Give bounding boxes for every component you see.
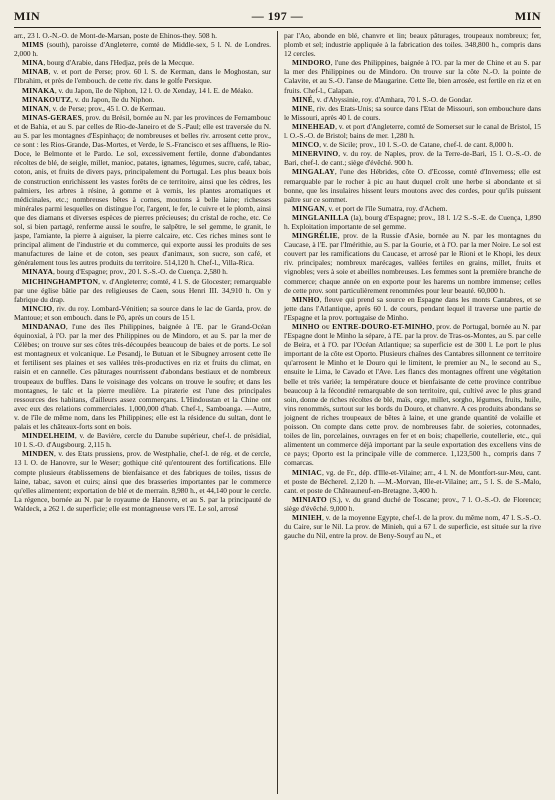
entry-headword: MINAB [22, 67, 49, 77]
entry-headword: MICHINGHAMPTON [22, 276, 99, 286]
entry-headword: MINGALAY [292, 167, 335, 177]
entry-headword: MINÉ [292, 94, 313, 104]
header-right-guideword: MIN [514, 8, 541, 23]
entry-headword: MINA [22, 58, 44, 68]
entry-text: , prov. du Brésil, bornée au N. par les provinces de Fernambouc et de Bahia, et au S. par celles de Rio-de-Janeiro et de S.-Paul; elle est traversée du N. au S. par les montagnes d'Espinhaço; de nombreuses et belles riv. arrosent cette prov., ce sont : les Rios-Grande, Das-Mortes, et Verde, le S.-Francisco et ses affluens, le Rio-Doce, le Belmonte et le Pardo. Le sol, excessivement fertile, donne d'abondantes récoltes de blé, de seigle, millet, manioc, patates, ignames, légumes, sucre, café, tabac, coton, anis, et fruits de divers pays, principalement du Portugal. Les plus beaux bois de construction enrichissent les vastes forêts de ce territoire, ainsi que les cèdres, les palmiers, les arbres à résine, à gomme et à vernis, les plantes aromatiques et médicinales, etc.; nombreuses bêtes à cornes, moutons à belle laine; richesses minérales parmi lesquelles on distingue l'or, l'argent, le fer, le cuivre et le plomb, ainsi que des diamans et diverses espèces de pierres précieuses; du cristal de roche, etc. Ce sol, si bien partagé, renferme aussi le soufre, le salpêtre, le sel gemme, le granit, le jaspe, l'amiante, la pierre à aiguiser, la pierre calcaire, etc. Ces riches mines sont le principal aliment de l'industrie et du commerce, qui exporte aussi les produits de ses manufactures de laine et de coton, ses peaux d'animaux, son sucre, son café, et généralement tous les autres produits du territoire. 514,120 h. Chef-l., Villa-Rica. [14, 112, 271, 268]
dictionary-entry [14, 113, 271, 268]
entry-text: , v. du Japon, île du Niphon. [71, 94, 155, 104]
dictionary-entry [14, 322, 271, 431]
entry-text: , v. d'Angleterre; comté, 4 l. S. de Glocester; remarquable par une église bâtie par des religieuses de Caen, sous Henri III. 34,910 h. On y fabrique du drap. [14, 276, 271, 304]
dictionary-entry [284, 322, 541, 468]
entry-headword: MINHO ou ENTRE-DOURO-ET-MINHO [292, 322, 433, 331]
header-left-guideword: MIN [14, 8, 41, 23]
entry-headword: MINAYA [22, 267, 54, 277]
entry-text: , bourg d'Arabie, dans l'Hedjaz, près de la Mecque. [43, 58, 195, 68]
entry-text: , v. de Bavière, cercle du Danube supérieur, chef-l. de présidial, 10 l. S.-O. d'Augsbourg. 2,115 h. [14, 431, 271, 450]
dictionary-entry [284, 213, 541, 231]
entry-headword: MINDANAO [22, 322, 66, 331]
entry-headword: MINIAC [292, 467, 322, 477]
entry-text: , riv. du roy. Lombard-Vénitien; sa source dans le lac de Garda, prov. de Mantoue; et son embouch. dans le Pô, après un cours de 15 l. [14, 303, 271, 322]
entry-headword: MINE [292, 103, 313, 113]
entry-headword: MINERVINO [292, 149, 339, 159]
entry-text: (S.), v. du grand duché de Toscane; prov., 7 l. O.-S.-O. de Florence; siège d'évêché. 9,000 h. [284, 494, 541, 513]
entry-text: , l'une des Philippines, baignée à l'O. par la mer de Chine et au S. par la mer des Philippines ou de Mindoro. On trouve sur la côte N.-O. la pointe de Calavite, et au S.-O. l'anse de Maugarine. Cette île, bien arrosée, est fertile en riz et en fruits. Chef-l., Calapan. [284, 58, 541, 95]
entry-headword: MINDORO [292, 58, 331, 68]
entry-text: par l'Ao, abonde en blé, chanvre et lin; beaux pâturages, troupeaux nombreux; fer, plomb et sel; industrie appliquée à la fabrication des toiles. 348,800 h., compris dans 12 cercles. [284, 31, 541, 59]
entry-text: , prov. de la Russie d'Asie, bornée au N. par les montagnes du Caucase, à l'E. par l'Imérithie, au S. par la Gourie, et à l'O. par la mer Noire. Le sol est couvert par les ramifications du Caucase, et arrosé par le Rioni et le Khopi, les deux riv. principales; nombreux marécages, vallées fertiles en grains, millet, fruits et vignobles; vers à soie et abeilles nombreuses. Les femmes sont la première branche de commerce; chaque année on en exporte pour les harems un nombre immense; celles de cette prov. sont particulièrement renommées pour leur beauté. 60,000 h. [284, 231, 541, 295]
dictionary-entry [284, 204, 541, 213]
entry-headword: MINGLANILLA [292, 212, 349, 222]
entry-text: , v. et port de l'île Sumatra, roy. d'Achem. [324, 203, 448, 213]
entry-headword: MINDELHEIM [22, 431, 75, 441]
dictionary-entry [14, 304, 271, 322]
dictionary-entry [284, 513, 541, 540]
dictionary-entry [284, 167, 541, 203]
entry-text: , v. du Japon, île de Niphon, 12 l. O. de Xenday, 14 l. E. de Méako. [54, 85, 253, 95]
dictionary-entry [284, 122, 541, 140]
entry-text: , l'une des Hébrides, côte O. d'Ecosse, comté d'Inverness; elle est remarquable par le rocher à pic au haut duquel croît une herbe si abondante et si bonne, que les insulaires hissent leurs moutons avec des cordes, pour qu'ils puissent paître sur ce sommet. [284, 167, 541, 204]
entry-headword: MIMS [22, 40, 44, 50]
entry-headword: MINGAN [292, 203, 325, 213]
entry-headword: MINIATO [292, 494, 327, 504]
dictionary-entry [284, 149, 541, 167]
entry-text: (la), bourg d'Espagne; prov., 18 l. 1/2 S.-S.-E. de Cuença, 1,890 h. Exploitation importante de sel gemme. [284, 212, 541, 231]
entry-headword: MINIEH [292, 512, 322, 522]
entry-headword: MINCIO [22, 303, 53, 313]
entry-text: , v. de Perse; prov., 45 l. O. de Kermau. [48, 103, 166, 113]
entry-text: , riv. des Etats-Unis; sa source dans l'Etat de Missouri, son embouchure dans le Missouri, après 40 l. de cours. [284, 103, 541, 122]
entry-text: , bourg d'Espagne; prov., 20 l. S.-S.-O. de Cuença. 2,580 h. [53, 267, 228, 277]
entry-text: arr., 23 l. O.-N.-O. de Mont-de-Marsan, poste de Ehinos-they. 508 h. [14, 31, 217, 40]
page-number: — 197 — [251, 8, 304, 23]
entry-headword: MINHO [292, 294, 320, 304]
left-column [14, 31, 277, 794]
dictionary-entry [284, 468, 541, 495]
entry-text: , prov. de Portugal, bornée au N. par l'Espagne dont le Minho la sépare, à l'E. par la prov. de Tras-os-Montes, au S. par celle de Beira, et à l'O. par l'Océan Atlantique; sa superficie est de 300 l. Le port le plus important de la côte est Oporto. Plusieurs chaînes des Cantabres sillonnent ce territoire qu'arrosent le Minho et le Douro qui le limitent, le premier au N., le second au S., ensuite le Lima, le Cavado et l'Ave. Les flancs des montagnes offrent une végétation belle et très variée; la température douce et bienfaisante de cette province contribue beaucoup à la fécondité remarquable de son territoire, qui, cultivé avec le plus grand soin, donne de riches récoltes de blé, maïs, orge, millet, sorgho, légumes, fruits, huile, vins renommés, surtout sur les bords du Douro, et chanvre. A ces produits abondans se joignent de riches troupeaux de bêtes à laine, et une grande quantité de volaille et poisson. On compte dans cette prov. de nombreuses fabr. de soieries, cotonnades, toiles de lin, porcelaines, ouvrages en fer et en bois; chapellerie, coutellerie, etc., qui alimentent un commerce déjà important par la seule exportation des excellens vins de ce pays; Oporto est la principale ville de commerce. 1,123,500 h., compris dans 7 comarcas. [284, 322, 541, 468]
entry-headword: MINAKOUTZ [22, 94, 72, 104]
dictionary-entry [284, 31, 541, 58]
dictionary-entry [14, 40, 271, 58]
entry-text: , v. et port de Perse; prov. 60 l. S. de Kerman, dans le Moghostan, sur l'Ibrahim, et près de l'embouch. de cette riv. dans le golfe Persique. [14, 67, 271, 86]
dictionary-entry [14, 67, 271, 85]
entry-text: , v. de Sicile; prov., 10 l. S.-O. de Catane, chef-l. de cant. 8,000 h. [319, 140, 514, 150]
dictionary-entry [14, 267, 271, 276]
dictionary-entry [14, 431, 271, 449]
entry-text: , v. du roy. de Naples, prov. de la Terre-de-Bari, 15 l. O.-S.-O. de Bari, chef-l. de cant.; siège d'évêché. 900 h. [284, 149, 541, 168]
dictionary-entry [284, 495, 541, 513]
entry-text: , v. des Etats prussiens, prov. de Westphalie, chef-l. de rég. et de cercle, 13 l. O. de Hanovre, sur le Weser; gothique cité qu'entourent des fortifications. Elle compte plusieurs établissemens de bienfaisance et des fabriques de toiles, tissus de laine, tabac, savon et cuirs; ainsi que des brasseries importantes par le commerce qu'elles alimentent; exportation de blé et de merrain. 8,980 h., et 44,140 pour le cercle. La régence, bornée au N. par le royaume de Hanovre, et au S. par la principauté de Waldeck, a 262 l. de superficie; elle est montagneuse vers l'E. Le sol, arrosé [14, 449, 271, 513]
entry-text: (south), paroisse d'Angleterre, comté de Middle-sex, 5 l. N. de Londres. 2,000 h. [14, 40, 271, 59]
entry-headword: MINCO [292, 140, 320, 150]
entry-text: , v. de la moyenne Egypte, chef-l. de la prov. du même nom, 47 l. S.-S.-O. du Caire, sur le Nil. La prov. de Minieh, qui a 67 l. de superficie, est située sur la rive gauche du Nil, entre la prov. de Beny-Souyf au N., et [284, 512, 541, 541]
entry-headword: MINAKA [22, 85, 55, 95]
dictionary-entry [284, 140, 541, 149]
running-header [14, 7, 541, 25]
entry-headword: MINDEN [22, 449, 54, 459]
entry-headword: MINGRÉLIE [292, 231, 338, 241]
dictionary-entry [14, 95, 271, 104]
dictionary-entry [14, 104, 271, 113]
dictionary-entry [14, 277, 271, 304]
dictionary-entry [284, 58, 541, 94]
dictionary-entry [284, 295, 541, 322]
entry-text: , v. d'Abyssinie, roy. d'Amhara, 70 l. S.-O. de Gondar. [312, 94, 473, 104]
entry-headword: MINEHEAD [292, 121, 336, 131]
dictionary-entry [14, 86, 271, 95]
dictionary-entry [14, 449, 271, 513]
dictionary-entry [14, 58, 271, 67]
dictionary-entry [14, 31, 271, 40]
dictionary-entry [284, 104, 541, 122]
right-column [277, 31, 541, 794]
entry-text: , v. et port d'Angleterre, comté de Somerset sur le canal de Bristol, 15 l. O.-S.-O. de Bristol; bains de mer. 1,280 h. [284, 121, 541, 141]
entry-headword: MINAS-GERAES [22, 112, 82, 122]
two-column-body [14, 31, 541, 794]
entry-text: , l'une des îles Philippines, baignée à l'E. par le Grand-Océan équinoxial, à l'O. par la mer des Philippines ou de Mindoro, et au S. par la mer de Célèbes; on trouve sur ses côtes très-découpées beaucoup de baies et de ports. Le sol est montagneux et volcanique. Le Pesandj, le Butuan et le Sibugney arrosent cette île et fertilisent ses plaines et ses vallées très-productives en riz et fruits du climat, en raisin et en cannelle. Ces pâturages nourrissent d'abondans bestiaux et de nombreux troupeaux de buffles. Dans le voisinage des volcans on trouve le soufre; et dans les montagnes, le talc et la pierre meulière. La piraterie est l'une des principales ressources des habitans, d'ailleurs assez commerçans. L'Hindoustan et la Chine ont avec eux des relations commerciales. 1,000,000 d'hab. Chef-l., Samboanga. —Autre, v. de l'île de même nom, dans les Philippines; elle est la résidence du sultan, dont le palais et les châteaux-forts sont en bois. [14, 322, 271, 432]
header-rule [14, 27, 541, 28]
dictionary-entry [284, 95, 541, 104]
entry-text: , vg. de Fr., dép. d'Ille-et-Vilaine; arr., 4 l. N. de Montfort-sur-Meu, cant. et poste de Bécherel. 2,120 h. —M.-Morvan, Ille-et-Vilaine; arr., 5 l. S. de S.-Malo, cant. et poste de Châteauneuf-en-Bretagne. 3,400 h. [284, 467, 541, 495]
dictionary-entry [284, 231, 541, 295]
entry-headword: MINAN [22, 103, 49, 113]
entry-text: , fleuve qui prend sa source en Espagne dans les monts Cantabres, et se jette dans l'Atlantique, après 60 l. de cours, pendant lequel il traverse une partie de l'Espagne et la prov. portugaise de Minho. [284, 294, 541, 322]
